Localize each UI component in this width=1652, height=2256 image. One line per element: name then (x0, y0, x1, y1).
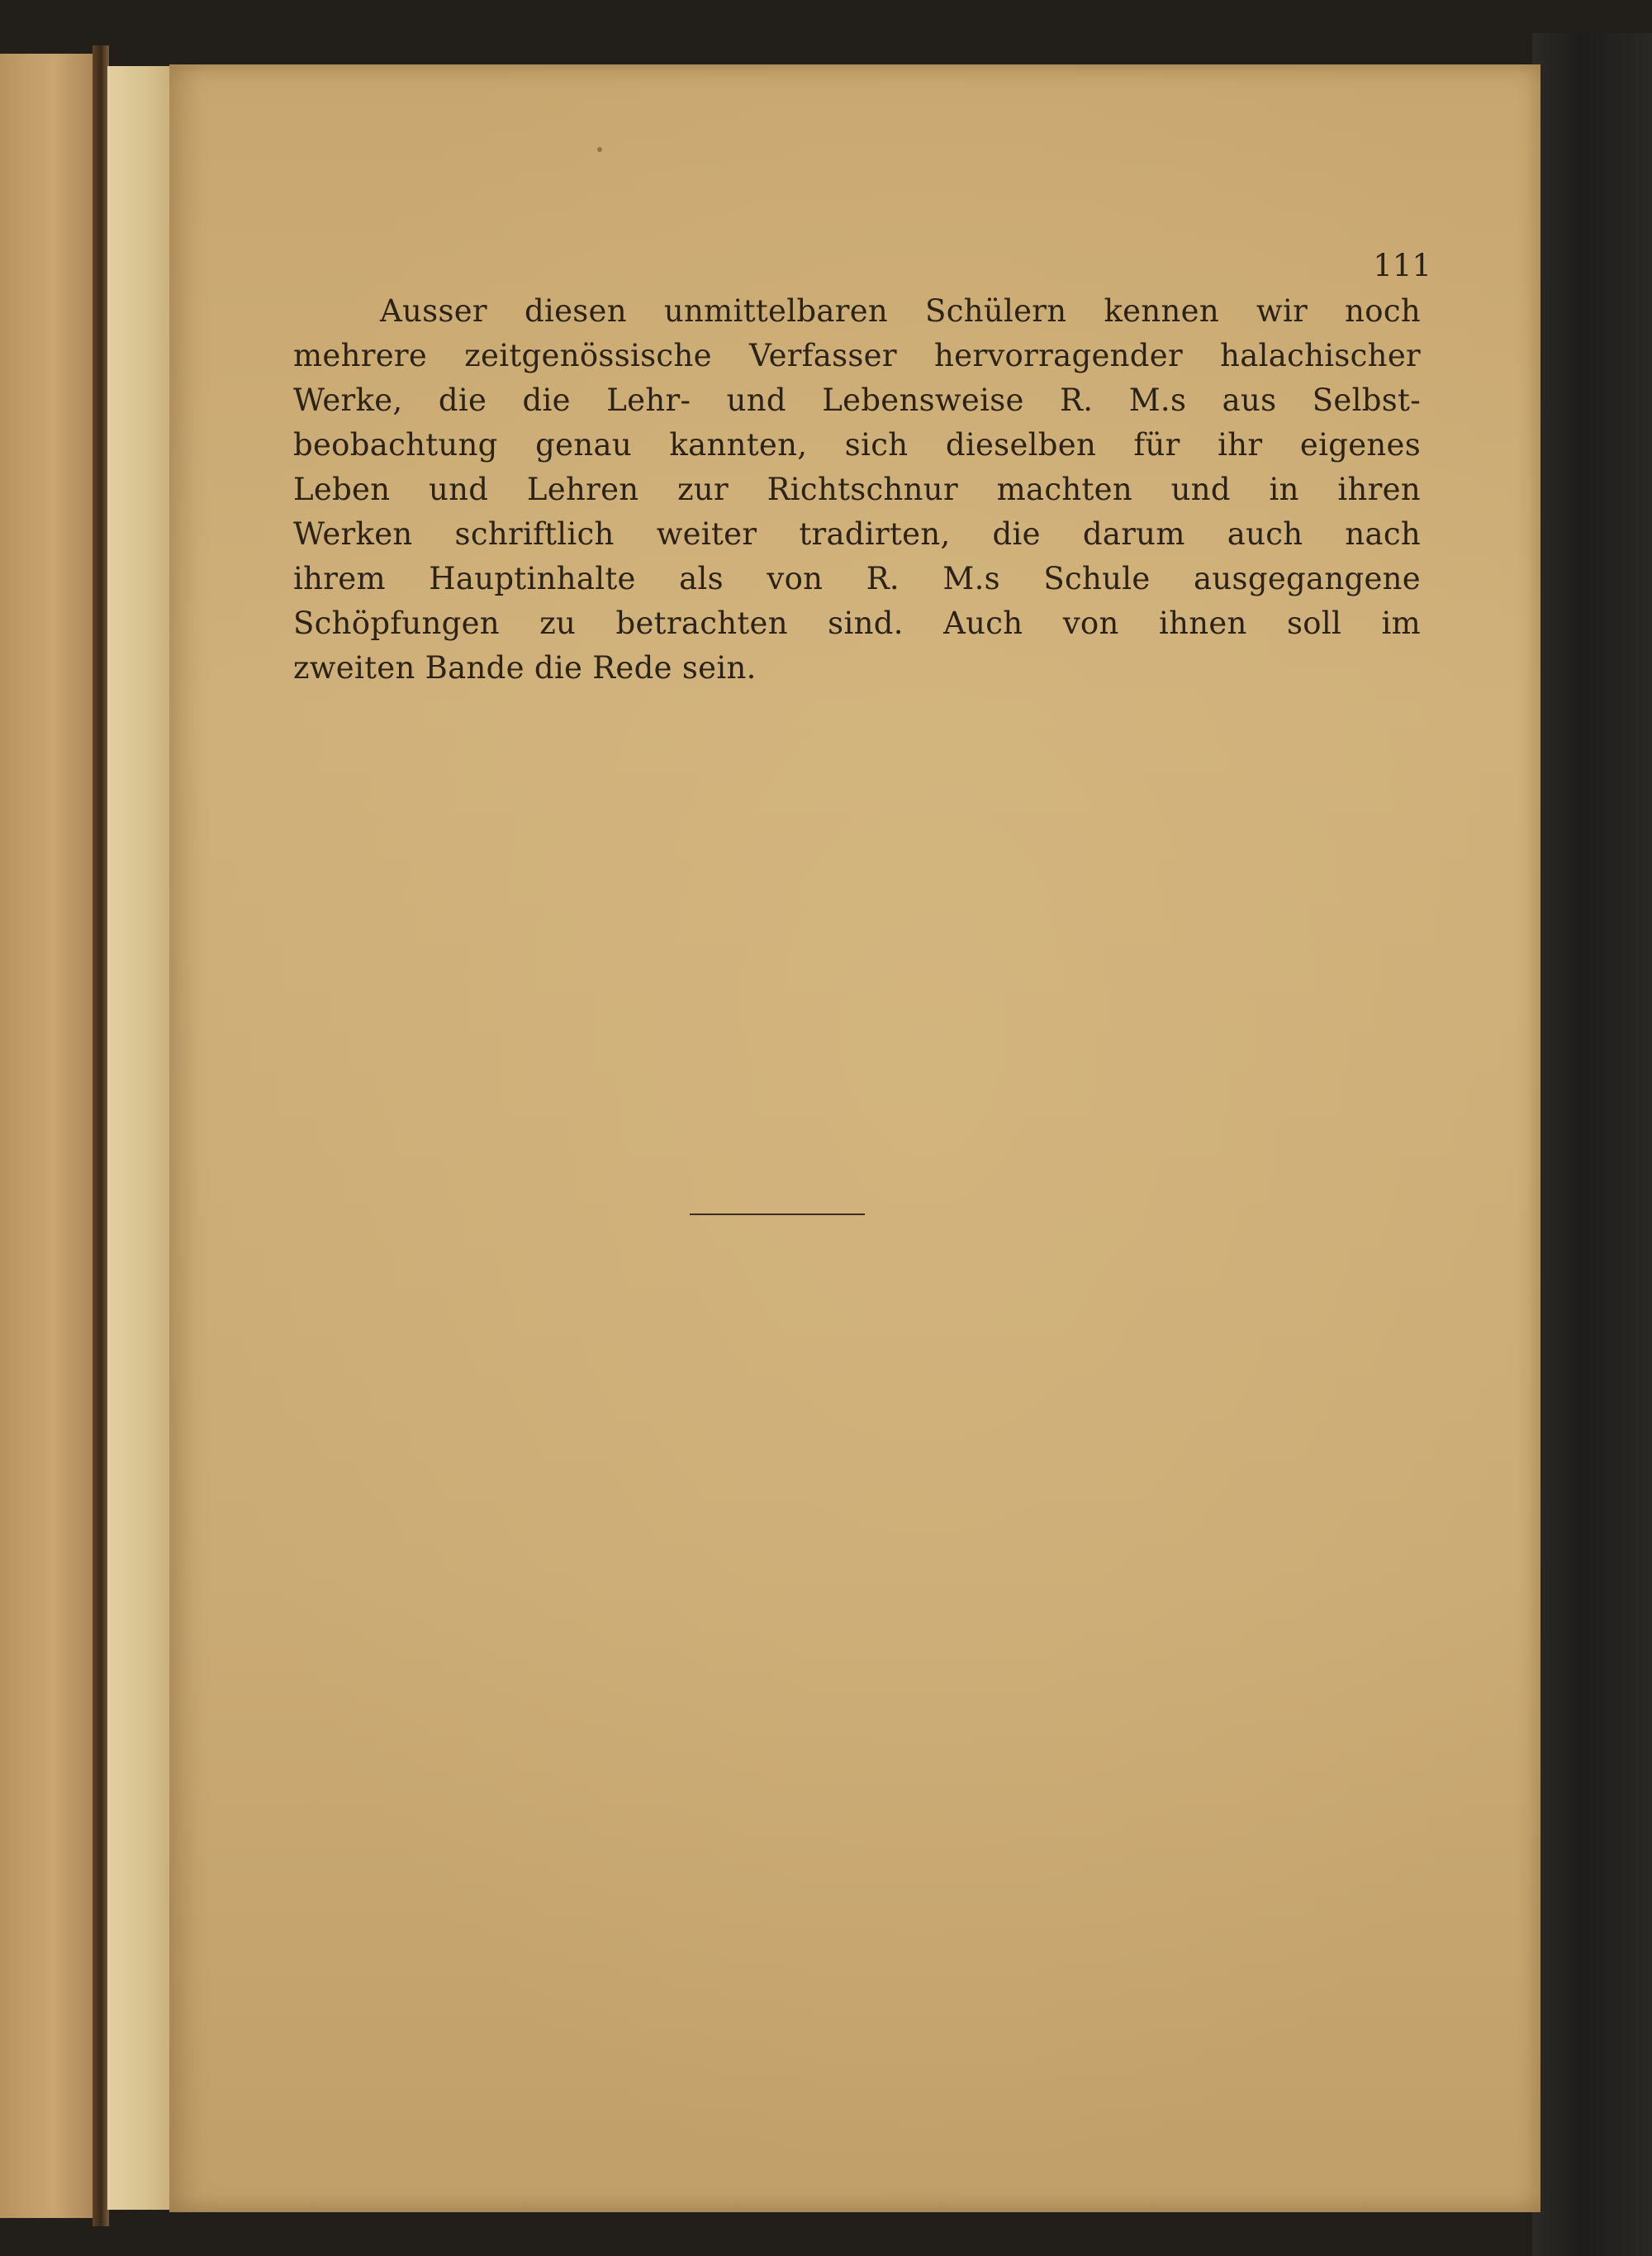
text-line: mehrere zeitgenössische Verfasser hervorragender halachischer (293, 338, 1421, 373)
facing-page-edge (0, 54, 97, 2218)
book-cover (1532, 33, 1652, 2256)
book-gutter (93, 45, 109, 2226)
text-line: Werken schriftlich weiter tradirten, die darum auch nach (293, 516, 1421, 552)
page-stack-edge (107, 66, 175, 2210)
paragraph (293, 289, 1421, 691)
section-divider (690, 1213, 865, 1215)
text-line: Ausser diesen unmittelbaren Schülern kennen wir noch (380, 293, 1421, 329)
book-page (169, 64, 1540, 2212)
text-line: Leben und Lehren zur Richtschnur machten und in ihren (293, 472, 1421, 507)
text-line: zweiten Bande die Rede sein. (293, 650, 757, 686)
text-line: beobachtung genau kannten, sich dieselben für ihr eigenes (293, 427, 1421, 463)
paper-speck (597, 147, 602, 152)
text-line: Schöpfungen zu betrachten sind. Auch von ihnen soll im (293, 606, 1421, 641)
page-number: 111 (1373, 248, 1431, 283)
text-line: ihrem Hauptinhalte als von R. M.s Schule ausgegangene (293, 561, 1421, 596)
text-line: Werke, die die Lehr- und Lebensweise R. M.s aus Selbst- (293, 382, 1421, 418)
